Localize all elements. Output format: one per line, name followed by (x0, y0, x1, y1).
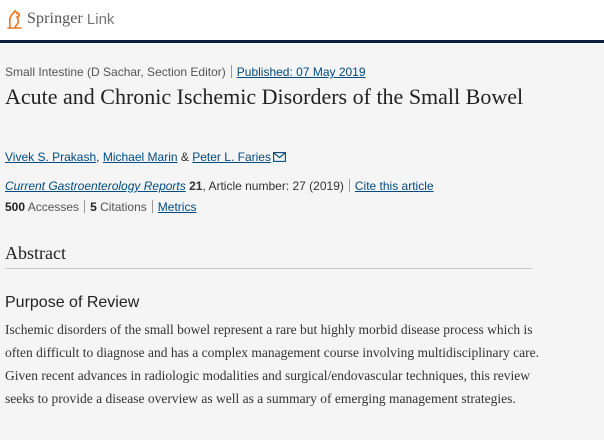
journal-info (5, 179, 434, 193)
author-separator: , (96, 150, 100, 164)
accesses-label: Accesses (27, 200, 80, 214)
metrics-link[interactable]: Metrics (157, 200, 197, 214)
cite-article-link[interactable]: Cite this article (354, 179, 434, 193)
logo-springer-text: Springer (27, 10, 83, 27)
divider (84, 200, 85, 213)
journal-link[interactable]: Current Gastroenterology Reports (5, 179, 186, 193)
section-label: Small Intestine (D Sachar, Section Editor) (5, 65, 226, 79)
author-link[interactable]: Peter L. Faries (192, 150, 271, 164)
article-meta-line (5, 65, 366, 79)
abstract-paragraph: Ischemic disorders of the small bowel represent a rare but highly morbid disease process which is often difficult to diagnose and has a complex management course involving multidisciplinary care. Given recent advances in radiologic modalities and surgical/endovascular techniques, this review seeks to provide a disease overview as well as a summary of emerging management strategies. (5, 322, 539, 406)
article-number: , Article number: 27 (2019) (202, 179, 344, 193)
divider (349, 179, 350, 192)
abstract-divider (5, 268, 532, 269)
purpose-heading: Purpose of Review (5, 294, 140, 311)
author-link[interactable]: Michael Marin (102, 150, 178, 164)
divider (231, 65, 232, 78)
mail-icon[interactable] (273, 151, 286, 165)
citations-count: 5 (90, 200, 97, 214)
divider (152, 200, 153, 213)
citations-label: Citations (100, 200, 147, 214)
author-list (5, 150, 286, 165)
site-header (0, 0, 604, 43)
journal-volume: 21 (189, 179, 203, 193)
accesses-count: 500 (5, 200, 26, 214)
springer-link-logo[interactable] (6, 7, 114, 31)
logo-link-text: Link (86, 10, 115, 28)
author-separator: & (180, 150, 189, 164)
abstract-heading: Abstract (5, 243, 66, 263)
article-title: Acute and Chronic Ischemic Disorders of the Small Bowel (5, 84, 524, 109)
springer-horse-icon (6, 8, 24, 30)
article-metrics (5, 200, 196, 214)
author-link[interactable]: Vivek S. Prakash (5, 150, 97, 164)
published-date-link[interactable]: Published: 07 May 2019 (236, 65, 366, 79)
